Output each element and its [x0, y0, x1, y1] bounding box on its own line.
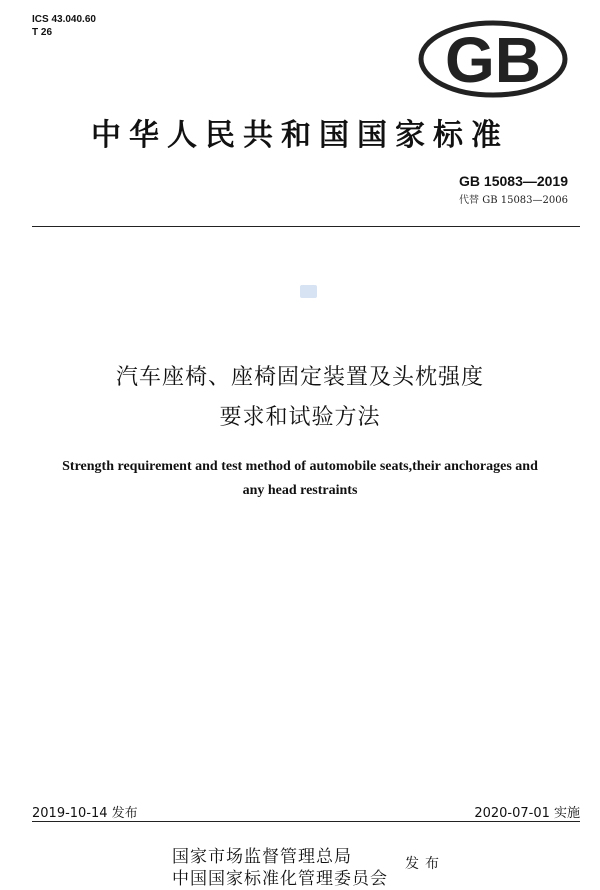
- english-title-line-1: Strength requirement and test method of automobile seats,their anchorages and: [62, 459, 538, 474]
- chinese-title-line-2: 要求和试验方法: [219, 405, 381, 430]
- ics-code: ICS 43.040.60: [32, 14, 96, 25]
- standard-category-title: 中华人民共和国国家标准: [91, 118, 509, 153]
- chinese-title-line-1: 汽车座椅、座椅固定装置及头枕强度: [115, 365, 484, 390]
- top-divider: [32, 226, 580, 227]
- replaces-standard: 代替 GB 15083—2006: [459, 195, 568, 206]
- publish-label: 发布: [405, 856, 445, 872]
- implementation-date: 2020-07-01 实施: [474, 806, 580, 821]
- issuer-samr: 国家市场监督管理总局: [172, 847, 352, 867]
- gb-logo-text: GB: [445, 24, 541, 96]
- standard-number: GB 15083—2019: [459, 173, 568, 189]
- english-title-line-2: any head restraints: [242, 483, 358, 498]
- ccs-code: T 26: [32, 27, 53, 38]
- scan-mark-icon: [300, 285, 317, 298]
- bottom-divider: [32, 821, 580, 822]
- gb-logo: [418, 20, 568, 98]
- issuer-sac: 中国国家标准化管理委员会: [172, 869, 388, 889]
- issue-date: 2019-10-14 发布: [32, 806, 138, 821]
